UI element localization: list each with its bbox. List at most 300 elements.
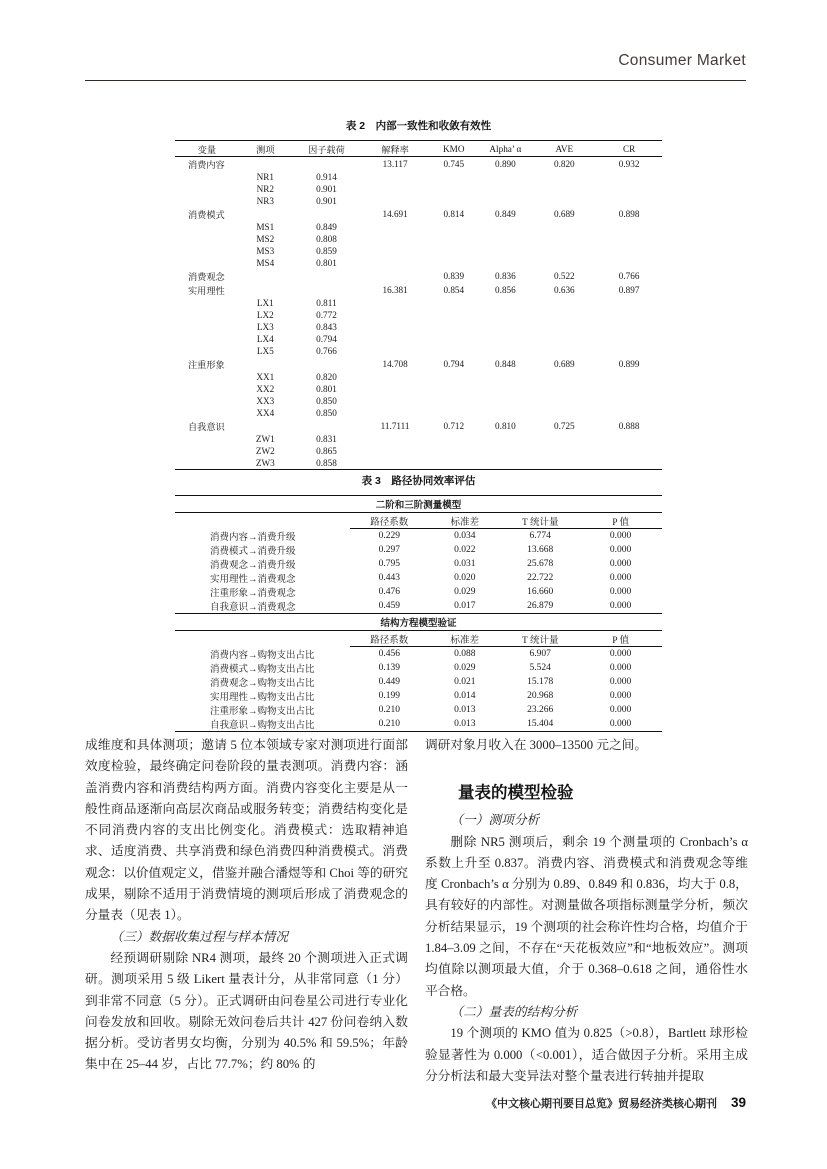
column-header: T 统计量 [501,513,579,529]
table-cell [532,257,596,269]
table-cell: 0.014 [454,691,476,701]
table-row [175,269,662,283]
table-cell [429,171,478,183]
table-header-row [175,141,662,157]
table-cell: 0.801 [316,258,337,268]
table-cell [429,457,478,470]
table-row [175,419,662,433]
table-cell [532,433,596,445]
table-row [175,309,662,321]
table-row [175,371,662,383]
table-cell [239,269,292,283]
table-cell: 0.801 [316,384,337,394]
path-cell: 注重形象→消费观念 [210,589,296,599]
table-cell [596,383,662,395]
table-cell: 0.859 [316,246,337,256]
table-cell: 实用理性 [188,286,225,296]
table-cell: 0.000 [609,705,632,715]
table-cell [361,297,429,309]
table-cell [596,257,662,269]
table-cell [429,233,478,245]
table-cell: 0.794 [443,359,465,369]
table-row [175,383,662,395]
table-section-header: 二阶和三阶测量模型 [175,496,662,513]
table-cell [596,309,662,321]
table-cell: 0.820 [553,159,575,169]
table-cell [175,371,239,383]
table-cell: 5.524 [529,663,551,673]
table-cell: 0.689 [553,359,575,369]
footer-journal-note: 《中文核心期刊要目总览》贸易经济类核心期刊 [485,1098,717,1110]
table-cell [596,245,662,257]
table-cell [239,157,292,172]
table3-path-evaluation [175,495,662,732]
table-row [175,571,662,585]
table-cell [596,371,662,383]
table-cell [361,269,429,283]
table-cell [532,297,596,309]
column-header: 解释率 [361,141,429,157]
table-cell: 0.022 [454,545,476,555]
table-cell [478,333,532,345]
table-cell [478,383,532,395]
table-cell [429,345,478,357]
table-cell: 0.000 [609,601,632,611]
table-cell: LX4 [256,334,274,344]
table-cell [532,221,596,233]
table-cell: 0.000 [609,677,632,687]
table-cell [429,309,478,321]
table-cell [478,371,532,383]
table-cell [175,333,239,345]
table-cell [429,445,478,457]
table-cell: 0.897 [618,285,640,295]
column-header: CR [596,141,662,157]
table-cell: 23.266 [527,705,554,715]
table-cell [175,395,239,407]
column-header: 路径系数 [350,513,428,529]
table-cell [239,419,292,433]
table-row [175,333,662,345]
table-cell: 25.678 [527,559,554,569]
column-header [175,513,350,529]
table-cell [532,183,596,195]
table-cell [361,221,429,233]
table-cell: 0.013 [454,719,476,729]
table-row [175,585,662,599]
column-header: 变量 [175,141,239,157]
table-cell [239,207,292,221]
table-cell: 0.849 [316,222,337,232]
table-cell: 0.689 [553,209,575,219]
table-cell: 0.831 [316,434,337,444]
table-cell: 0.811 [316,298,337,308]
table-cell [532,457,596,470]
table-cell [361,345,429,357]
table-cell: LX3 [256,322,274,332]
table-cell: 6.907 [529,649,551,659]
table-cell: 0.000 [609,719,632,729]
table-cell: 0.745 [443,159,465,169]
table-cell [532,321,596,333]
table-cell: 0.901 [316,184,337,194]
table-cell [532,245,596,257]
table-cell: 0.898 [618,209,640,219]
table-row [175,557,662,571]
table-cell [429,407,478,419]
paragraph: 删除 NR5 测项后，剩余 19 个测量项的 Cronbach’s α 系数上升至 0.837。消费内容、消费模式和消费观念等维度 Cronbach’s α 分别为 0.89、0.849 和 0.836，均大于 0.8，具有较好的内部性。对测量做各项指标测量学分析，频次分析结果显示，19 个测项的社会称许性均合格，均值介于 1.84–3.09 之间，不存在“天花板效应”和“地板效应”。测项均值除以测项最大值，介于 0.368–0.618 之间，通俗性水平合格。 [425,834,748,998]
table-cell [361,233,429,245]
table-cell: 13.117 [382,159,408,169]
column-header: P 值 [579,513,662,529]
table-section-header-row [175,614,662,631]
table-cell: 14.691 [382,209,408,219]
table-cell [175,407,239,419]
table-cell [175,297,239,309]
table-cell: 22.722 [527,573,554,583]
table-cell [478,345,532,357]
table-cell [361,183,429,195]
table-cell: 0.000 [609,663,632,673]
table-cell [361,407,429,419]
table-cell: 16.660 [527,587,554,597]
table-row [175,321,662,333]
table-cell [596,445,662,457]
path-cell: 消费观念→消费升级 [210,561,296,571]
table-cell: 0.810 [495,421,516,431]
table-cell [175,221,239,233]
table-cell: 注重形象 [188,360,225,370]
path-cell: 自我意识→购物支出占比 [210,721,315,731]
table-row [175,221,662,233]
table-cell: 0.456 [378,649,400,659]
table-section-header-row [175,496,662,513]
table-cell: 0.000 [609,545,632,555]
table-row [175,357,662,371]
table-cell [361,309,429,321]
table-cell [596,233,662,245]
table-cell [478,221,532,233]
table-cell [478,183,532,195]
table2-reliability-validity [175,140,662,470]
table-cell [292,269,361,283]
table-cell: 0.820 [316,372,337,382]
table-cell [596,221,662,233]
table-row [175,245,662,257]
table-cell [361,383,429,395]
paragraph: 成维度和具体测项；邀请 5 位本领域专家对测项进行面部效度检验，最终确定问卷阶段的量表测项。消费内容：涵盖消费内容和消费结构两方面。消费内容变化主要是从一般性商品逐渐向高层次商品或服务转变；消费结构变化是不同消费内容的支出比例变化。消费模式：选取精神追求、适度消费、共享消费和绿色消费四种消费模式。消费观念：以价值观定义，借鉴并融合潘煜等和 Choi 等的研究成果，剔除不适用于消费情境的测项后形成了消费观念的分量表（见表 1）。 [85,738,408,923]
table3-title: 表 3 路径协同效率评估 [361,475,476,487]
column-header: KMO [429,141,478,157]
table-cell: 11.7111 [380,421,410,431]
table-cell: 消费模式 [188,210,225,220]
section-heading: 量表的模型检验 [458,784,574,803]
column-header: 标准差 [428,513,501,529]
table-cell [292,357,361,371]
table-cell [429,257,478,269]
table-row [175,233,662,245]
table-cell: 16.381 [382,285,408,295]
table-cell [596,333,662,345]
table-cell [175,183,239,195]
subsection-heading: （一）测项分析 [450,813,540,828]
table-cell: 0.000 [609,587,632,597]
table-cell: ZW1 [255,434,275,444]
table-cell [429,395,478,407]
table-cell: 15.404 [527,719,554,729]
paragraph: 调研对象月收入在 3000–13500 元之间。 [425,738,648,752]
table-cell [175,171,239,183]
path-cell: 消费内容→消费升级 [210,532,296,543]
table-cell: XX4 [256,408,275,418]
table-cell [478,171,532,183]
table-cell: 0.836 [495,271,516,281]
table-cell: 0.199 [378,691,400,701]
table-row [175,543,662,557]
table-row [175,257,662,269]
table-cell: 0.297 [378,545,400,555]
table-cell: 0.814 [443,209,465,219]
table-cell [478,445,532,457]
table-cell: LX2 [256,310,274,320]
column-header [175,631,350,647]
column-header: 因子载荷 [292,141,361,157]
table-cell: 0.029 [454,587,476,597]
paragraph: 经预调研剔除 NR4 测项，最终 20 个测项进入正式调研。测项采用 5 级 Likert 量表计分，从非常同意（1 分）到非常不同意（5 分）。正式调研由问卷星公司进行专业化问卷发放和回收。剔除无效问卷后共计 427 份问卷纳入数据分析。受访者男女均衡，分别为 40.5% 和 59.5%；年龄集中在 25–44 岁，占比 77.7%；约 80% 的 [85,950,408,1072]
table-cell: 0.000 [609,691,632,701]
table-cell: 0.839 [443,271,465,281]
table-cell: 26.879 [527,601,554,611]
table-cell: 0.034 [454,531,476,541]
table-cell: 0.443 [378,573,400,583]
table-cell [532,309,596,321]
column-header: 测项 [239,141,292,157]
table-row [175,345,662,357]
table-cell [429,383,478,395]
page-footer [486,1095,746,1111]
table-cell: 0.476 [378,587,400,597]
table-cell [478,233,532,245]
table-cell [429,245,478,257]
table-row [175,157,662,172]
table-cell [361,371,429,383]
table-row [175,297,662,309]
table-cell [532,445,596,457]
table-cell [175,445,239,457]
table-cell: XX2 [256,384,275,394]
table-cell [478,395,532,407]
table-cell: 0.459 [378,601,400,611]
table2-section [175,118,662,470]
table-cell: 0.000 [609,573,632,583]
table-cell: 0.901 [316,196,337,206]
table-cell: MS1 [256,222,275,232]
table-cell [478,297,532,309]
table-cell [478,407,532,419]
table-cell [239,357,292,371]
table-cell: 0.712 [443,421,465,431]
table-row [175,703,662,717]
table-cell [429,321,478,333]
table-cell: XX1 [256,372,275,382]
table-cell: 0.848 [495,359,516,369]
table-cell: 0.017 [454,601,476,611]
table-cell [429,333,478,345]
table-cell: 0.725 [553,421,575,431]
table-cell [361,245,429,257]
table-cell: 0.139 [378,663,400,673]
table-cell [478,321,532,333]
table-cell [361,333,429,345]
table-cell: XX3 [256,396,275,406]
table-cell [429,195,478,207]
table-cell: 6.774 [529,531,551,541]
table-cell [478,195,532,207]
table-cell: 0.914 [316,172,337,182]
table-cell: 14.708 [382,359,408,369]
table-cell: 0.858 [316,458,337,468]
table-cell [429,297,478,309]
table-cell [361,445,429,457]
table-cell [478,433,532,445]
table-cell: 0.899 [618,359,640,369]
table-cell: MS3 [256,246,275,256]
table-cell [361,395,429,407]
table-cell: 消费内容 [188,160,225,170]
table-cell [596,457,662,470]
table-cell: 0.088 [454,649,476,659]
table-cell: 0.000 [609,559,632,569]
table-cell [429,221,478,233]
table-cell: 0.850 [316,408,337,418]
path-cell: 自我意识→消费观念 [210,603,296,613]
table-cell [361,433,429,445]
table-cell [532,371,596,383]
table-cell: 0.020 [454,573,476,583]
path-cell: 消费观念→购物支出占比 [210,679,315,689]
table-cell: LX1 [256,298,274,308]
table-cell [532,407,596,419]
table2-title: 表 2 内部一致性和收敛有效性 [345,120,492,132]
table-cell: MS2 [256,234,275,244]
table-cell [292,157,361,172]
table-cell [478,309,532,321]
table-cell: 0.888 [618,421,640,431]
table-row [175,675,662,689]
table-cell: 0.210 [378,705,400,715]
table-cell [175,257,239,269]
table-cell: 0.029 [454,663,476,673]
column-header: T 统计量 [501,631,579,647]
table-cell: 0.021 [454,677,476,687]
table-row [175,395,662,407]
table-row [175,183,662,195]
table-cell [361,321,429,333]
paragraph: 19 个测项的 KMO 值为 0.825（>0.8），Bartlett 球形检验显著性为 0.000（<0.001），适合做因子分析。采用主成分分析法和最大变异法对整个量表进行转抽并提取 [425,1026,748,1083]
table-cell [532,233,596,245]
table-cell: NR1 [256,172,275,182]
table-cell [361,171,429,183]
table-section-header: 结构方程模型验证 [175,614,662,631]
running-title: Consumer Market [618,52,746,69]
table-cell [478,457,532,470]
table-cell [361,195,429,207]
table-cell: 自我意识 [188,422,225,432]
table-cell [429,371,478,383]
table-row [175,407,662,419]
table-cell: 消费观念 [188,272,225,282]
table-cell: ZW2 [255,446,275,456]
path-cell: 实用理性→购物支出占比 [210,693,315,703]
table-cell: NR3 [256,196,275,206]
subsection-heading: （三）数据收集过程与样本情况 [110,929,289,944]
table-row [175,445,662,457]
table-cell: 0.766 [316,346,337,356]
column-header: Alpha’ α [478,141,532,157]
table-cell [292,207,361,221]
table-cell: 0.772 [316,310,337,320]
table-cell [175,433,239,445]
table-cell [175,195,239,207]
table-cell: 0.636 [553,285,575,295]
table-cell [175,245,239,257]
table-row [175,207,662,221]
table-header-row [175,513,662,529]
table-cell [175,233,239,245]
table-cell: 0.766 [618,271,640,281]
path-cell: 注重形象→购物支出占比 [210,707,315,717]
table-cell [175,457,239,470]
table-cell [478,257,532,269]
page-header [85,52,746,81]
table-row [175,661,662,675]
path-cell: 消费模式→消费升级 [210,547,296,557]
table-cell: 20.968 [527,691,554,701]
column-header: P 值 [579,631,662,647]
path-cell: 实用理性→消费观念 [210,575,296,585]
table-cell: 0.210 [378,719,400,729]
table-cell [596,297,662,309]
table-cell [361,457,429,470]
column-header: AVE [532,141,596,157]
table-cell [596,433,662,445]
table-row [175,599,662,614]
table-cell [292,283,361,297]
table-cell: 0.795 [378,559,400,569]
table-cell: 0.808 [316,234,337,244]
table-cell [532,195,596,207]
table-cell [175,345,239,357]
table-cell: 15.178 [527,677,554,687]
table-cell: 0.865 [316,446,337,456]
table-cell: 0.794 [316,334,337,344]
table-cell [429,183,478,195]
table-cell: 0.843 [316,322,337,332]
table-cell [292,419,361,433]
table-cell: 0.229 [378,531,400,541]
table-row [175,717,662,732]
table-cell [596,183,662,195]
table-cell [239,283,292,297]
table-header-row [175,631,662,647]
column-header: 路径系数 [350,631,428,647]
body-left-column [85,735,408,1076]
table-row [175,195,662,207]
table-cell [175,321,239,333]
table-cell [478,245,532,257]
table-row [175,457,662,470]
path-cell: 消费内容→购物支出占比 [210,650,315,661]
